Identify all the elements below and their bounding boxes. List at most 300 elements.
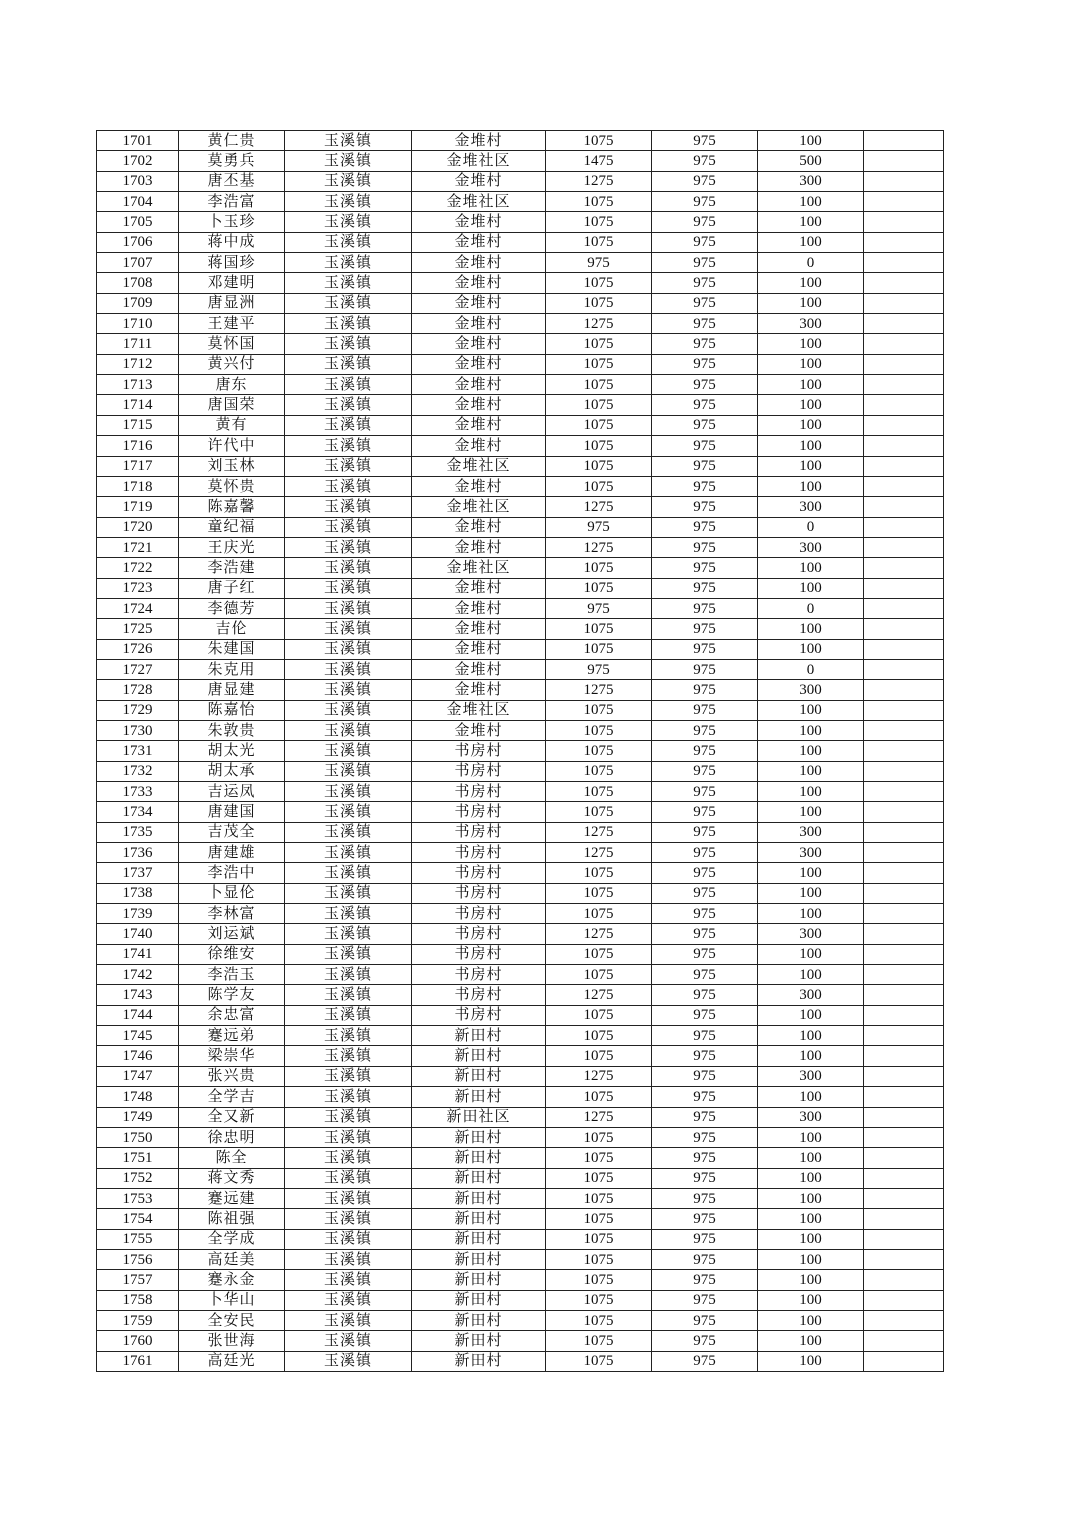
- remark-cell: [864, 151, 944, 171]
- village-cell: 金堆村: [412, 232, 546, 252]
- name-cell: 李浩建: [179, 558, 285, 578]
- remark-cell: [864, 273, 944, 293]
- difference-cell: 100: [758, 273, 864, 293]
- amount-a-cell: 1275: [546, 843, 652, 863]
- name-cell: 许代中: [179, 436, 285, 456]
- difference-cell: 100: [758, 741, 864, 761]
- table-row: [97, 497, 944, 517]
- name-cell: 全学成: [179, 1229, 285, 1249]
- village-cell: 金堆村: [412, 171, 546, 191]
- amount-a-cell: 1075: [546, 415, 652, 435]
- amount-b-cell: 975: [652, 151, 758, 171]
- amount-a-cell: 1075: [546, 578, 652, 598]
- amount-a-cell: 1075: [546, 802, 652, 822]
- name-cell: 唐国荣: [179, 395, 285, 415]
- table-row: [97, 253, 944, 273]
- remark-cell: [864, 639, 944, 659]
- table-row: [97, 192, 944, 212]
- difference-cell: 300: [758, 314, 864, 334]
- amount-b-cell: 975: [652, 232, 758, 252]
- difference-cell: 300: [758, 1066, 864, 1086]
- amount-b-cell: 975: [652, 904, 758, 924]
- name-cell: 李林富: [179, 904, 285, 924]
- difference-cell: 100: [758, 1046, 864, 1066]
- name-cell: 陈学友: [179, 985, 285, 1005]
- table-row: [97, 639, 944, 659]
- serial-cell: 1706: [97, 232, 179, 252]
- name-cell: 胡太承: [179, 761, 285, 781]
- amount-a-cell: 1075: [546, 1351, 652, 1371]
- name-cell: 全学吉: [179, 1087, 285, 1107]
- town-cell: 玉溪镇: [285, 965, 412, 985]
- serial-cell: 1761: [97, 1351, 179, 1371]
- amount-a-cell: 1075: [546, 1046, 652, 1066]
- village-cell: 新田村: [412, 1310, 546, 1330]
- amount-a-cell: 975: [546, 253, 652, 273]
- amount-b-cell: 975: [652, 1270, 758, 1290]
- name-cell: 黄兴付: [179, 354, 285, 374]
- table-row: [97, 1331, 944, 1351]
- remark-cell: [864, 1351, 944, 1371]
- amount-b-cell: 975: [652, 1229, 758, 1249]
- serial-cell: 1730: [97, 720, 179, 740]
- amount-a-cell: 1075: [546, 761, 652, 781]
- difference-cell: 100: [758, 212, 864, 232]
- town-cell: 玉溪镇: [285, 1270, 412, 1290]
- difference-cell: 100: [758, 1290, 864, 1310]
- serial-cell: 1750: [97, 1127, 179, 1147]
- table-row: [97, 680, 944, 700]
- amount-b-cell: 975: [652, 843, 758, 863]
- remark-cell: [864, 293, 944, 313]
- serial-cell: 1718: [97, 476, 179, 496]
- difference-cell: 100: [758, 863, 864, 883]
- remark-cell: [864, 232, 944, 252]
- remark-cell: [864, 761, 944, 781]
- remark-cell: [864, 1229, 944, 1249]
- difference-cell: 100: [758, 1005, 864, 1025]
- town-cell: 玉溪镇: [285, 171, 412, 191]
- town-cell: 玉溪镇: [285, 273, 412, 293]
- town-cell: 玉溪镇: [285, 253, 412, 273]
- village-cell: 书房村: [412, 944, 546, 964]
- table-row: [97, 171, 944, 191]
- remark-cell: [864, 537, 944, 557]
- village-cell: 书房村: [412, 822, 546, 842]
- town-cell: 玉溪镇: [285, 741, 412, 761]
- name-cell: 蹇永金: [179, 1270, 285, 1290]
- village-cell: 金堆村: [412, 517, 546, 537]
- serial-cell: 1703: [97, 171, 179, 191]
- name-cell: 高廷光: [179, 1351, 285, 1371]
- remark-cell: [864, 1066, 944, 1086]
- village-cell: 金堆社区: [412, 151, 546, 171]
- amount-b-cell: 975: [652, 537, 758, 557]
- serial-cell: 1755: [97, 1229, 179, 1249]
- amount-b-cell: 975: [652, 1249, 758, 1269]
- remark-cell: [864, 720, 944, 740]
- serial-cell: 1744: [97, 1005, 179, 1025]
- amount-b-cell: 975: [652, 476, 758, 496]
- amount-a-cell: 1075: [546, 1168, 652, 1188]
- village-cell: 金堆村: [412, 639, 546, 659]
- remark-cell: [864, 680, 944, 700]
- village-cell: 书房村: [412, 1005, 546, 1025]
- amount-a-cell: 975: [546, 598, 652, 618]
- town-cell: 玉溪镇: [285, 1249, 412, 1269]
- serial-cell: 1709: [97, 293, 179, 313]
- amount-b-cell: 975: [652, 965, 758, 985]
- difference-cell: 300: [758, 924, 864, 944]
- table-row: [97, 375, 944, 395]
- remark-cell: [864, 517, 944, 537]
- remark-cell: [864, 497, 944, 517]
- village-cell: 金堆村: [412, 253, 546, 273]
- serial-cell: 1753: [97, 1188, 179, 1208]
- name-cell: 朱敦贵: [179, 720, 285, 740]
- village-cell: 书房村: [412, 802, 546, 822]
- difference-cell: 100: [758, 1209, 864, 1229]
- table-row: [97, 761, 944, 781]
- town-cell: 玉溪镇: [285, 1148, 412, 1168]
- amount-b-cell: 975: [652, 1107, 758, 1127]
- amount-a-cell: 1275: [546, 985, 652, 1005]
- serial-cell: 1720: [97, 517, 179, 537]
- amount-a-cell: 1075: [546, 965, 652, 985]
- table-row: [97, 659, 944, 679]
- difference-cell: 100: [758, 354, 864, 374]
- table-row: [97, 985, 944, 1005]
- difference-cell: 100: [758, 395, 864, 415]
- remark-cell: [864, 192, 944, 212]
- table-row: [97, 1310, 944, 1330]
- name-cell: 蒋文秀: [179, 1168, 285, 1188]
- table-row: [97, 1107, 944, 1127]
- amount-b-cell: 975: [652, 802, 758, 822]
- town-cell: 玉溪镇: [285, 1188, 412, 1208]
- remark-cell: [864, 863, 944, 883]
- amount-b-cell: 975: [652, 883, 758, 903]
- village-cell: 金堆村: [412, 578, 546, 598]
- village-cell: 新田村: [412, 1168, 546, 1188]
- village-cell: 金堆村: [412, 334, 546, 354]
- table-row: [97, 1351, 944, 1371]
- village-cell: 书房村: [412, 761, 546, 781]
- town-cell: 玉溪镇: [285, 639, 412, 659]
- village-cell: 金堆村: [412, 293, 546, 313]
- difference-cell: 100: [758, 1026, 864, 1046]
- difference-cell: 100: [758, 1249, 864, 1269]
- table-row: [97, 131, 944, 151]
- name-cell: 陈全: [179, 1148, 285, 1168]
- village-cell: 金堆村: [412, 680, 546, 700]
- table-row: [97, 1249, 944, 1269]
- difference-cell: 100: [758, 232, 864, 252]
- remark-cell: [864, 212, 944, 232]
- town-cell: 玉溪镇: [285, 456, 412, 476]
- name-cell: 唐显洲: [179, 293, 285, 313]
- name-cell: 吉茂全: [179, 822, 285, 842]
- table-row: [97, 1229, 944, 1249]
- remark-cell: [864, 1005, 944, 1025]
- table-row: [97, 1087, 944, 1107]
- table-row: [97, 314, 944, 334]
- remark-cell: [864, 1331, 944, 1351]
- town-cell: 玉溪镇: [285, 1209, 412, 1229]
- town-cell: 玉溪镇: [285, 1066, 412, 1086]
- village-cell: 金堆社区: [412, 192, 546, 212]
- table-body: [97, 131, 944, 1372]
- amount-b-cell: 975: [652, 680, 758, 700]
- town-cell: 玉溪镇: [285, 1107, 412, 1127]
- difference-cell: 100: [758, 456, 864, 476]
- village-cell: 金堆村: [412, 212, 546, 232]
- amount-a-cell: 1075: [546, 741, 652, 761]
- name-cell: 吉运凤: [179, 782, 285, 802]
- village-cell: 金堆村: [412, 273, 546, 293]
- town-cell: 玉溪镇: [285, 782, 412, 802]
- remark-cell: [864, 1148, 944, 1168]
- amount-b-cell: 975: [652, 619, 758, 639]
- name-cell: 黄有: [179, 415, 285, 435]
- amount-b-cell: 975: [652, 578, 758, 598]
- difference-cell: 0: [758, 659, 864, 679]
- town-cell: 玉溪镇: [285, 944, 412, 964]
- serial-cell: 1756: [97, 1249, 179, 1269]
- table-row: [97, 395, 944, 415]
- serial-cell: 1712: [97, 354, 179, 374]
- amount-b-cell: 975: [652, 253, 758, 273]
- table-row: [97, 1066, 944, 1086]
- amount-a-cell: 1075: [546, 1229, 652, 1249]
- amount-a-cell: 1275: [546, 171, 652, 191]
- town-cell: 玉溪镇: [285, 904, 412, 924]
- town-cell: 玉溪镇: [285, 924, 412, 944]
- amount-b-cell: 975: [652, 700, 758, 720]
- amount-b-cell: 975: [652, 171, 758, 191]
- amount-b-cell: 975: [652, 436, 758, 456]
- remark-cell: [864, 1087, 944, 1107]
- serial-cell: 1726: [97, 639, 179, 659]
- table-row: [97, 598, 944, 618]
- name-cell: 唐建国: [179, 802, 285, 822]
- village-cell: 金堆村: [412, 720, 546, 740]
- table-row: [97, 354, 944, 374]
- serial-cell: 1740: [97, 924, 179, 944]
- amount-b-cell: 975: [652, 415, 758, 435]
- village-cell: 金堆村: [412, 375, 546, 395]
- village-cell: 金堆社区: [412, 558, 546, 578]
- difference-cell: 100: [758, 944, 864, 964]
- difference-cell: 300: [758, 171, 864, 191]
- name-cell: 蒋中成: [179, 232, 285, 252]
- name-cell: 张世海: [179, 1331, 285, 1351]
- difference-cell: 100: [758, 1229, 864, 1249]
- table-row: [97, 293, 944, 313]
- amount-b-cell: 975: [652, 659, 758, 679]
- amount-b-cell: 975: [652, 273, 758, 293]
- remark-cell: [864, 904, 944, 924]
- amount-b-cell: 975: [652, 558, 758, 578]
- difference-cell: 100: [758, 415, 864, 435]
- remark-cell: [864, 1310, 944, 1330]
- village-cell: 书房村: [412, 843, 546, 863]
- amount-a-cell: 1075: [546, 131, 652, 151]
- town-cell: 玉溪镇: [285, 761, 412, 781]
- village-cell: 新田村: [412, 1127, 546, 1147]
- table-row: [97, 476, 944, 496]
- amount-a-cell: 1075: [546, 436, 652, 456]
- remark-cell: [864, 782, 944, 802]
- serial-cell: 1717: [97, 456, 179, 476]
- village-cell: 金堆村: [412, 395, 546, 415]
- amount-b-cell: 975: [652, 293, 758, 313]
- remark-cell: [864, 171, 944, 191]
- town-cell: 玉溪镇: [285, 151, 412, 171]
- serial-cell: 1713: [97, 375, 179, 395]
- serial-cell: 1702: [97, 151, 179, 171]
- serial-cell: 1731: [97, 741, 179, 761]
- table-row: [97, 1188, 944, 1208]
- table-row: [97, 802, 944, 822]
- table-row: [97, 436, 944, 456]
- difference-cell: 100: [758, 1351, 864, 1371]
- amount-a-cell: 1075: [546, 1270, 652, 1290]
- table-row: [97, 537, 944, 557]
- table-row: [97, 1026, 944, 1046]
- amount-a-cell: 1075: [546, 395, 652, 415]
- remark-cell: [864, 415, 944, 435]
- serial-cell: 1725: [97, 619, 179, 639]
- serial-cell: 1723: [97, 578, 179, 598]
- difference-cell: 300: [758, 680, 864, 700]
- town-cell: 玉溪镇: [285, 1168, 412, 1188]
- village-cell: 书房村: [412, 883, 546, 903]
- serial-cell: 1736: [97, 843, 179, 863]
- serial-cell: 1743: [97, 985, 179, 1005]
- serial-cell: 1734: [97, 802, 179, 822]
- amount-b-cell: 975: [652, 497, 758, 517]
- village-cell: 书房村: [412, 985, 546, 1005]
- town-cell: 玉溪镇: [285, 1310, 412, 1330]
- remark-cell: [864, 802, 944, 822]
- village-cell: 书房村: [412, 863, 546, 883]
- serial-cell: 1746: [97, 1046, 179, 1066]
- town-cell: 玉溪镇: [285, 131, 412, 151]
- village-cell: 金堆村: [412, 476, 546, 496]
- name-cell: 李浩中: [179, 863, 285, 883]
- name-cell: 蹇远弟: [179, 1026, 285, 1046]
- remark-cell: [864, 741, 944, 761]
- amount-b-cell: 975: [652, 1026, 758, 1046]
- village-cell: 书房村: [412, 924, 546, 944]
- difference-cell: 100: [758, 1087, 864, 1107]
- name-cell: 蒋国珍: [179, 253, 285, 273]
- table-row: [97, 151, 944, 171]
- town-cell: 玉溪镇: [285, 659, 412, 679]
- name-cell: 唐显建: [179, 680, 285, 700]
- serial-cell: 1751: [97, 1148, 179, 1168]
- remark-cell: [864, 822, 944, 842]
- serial-cell: 1749: [97, 1107, 179, 1127]
- amount-b-cell: 975: [652, 924, 758, 944]
- remark-cell: [864, 700, 944, 720]
- table-row: [97, 232, 944, 252]
- village-cell: 金堆社区: [412, 456, 546, 476]
- amount-b-cell: 975: [652, 1188, 758, 1208]
- table-row: [97, 720, 944, 740]
- amount-a-cell: 1075: [546, 1087, 652, 1107]
- serial-cell: 1732: [97, 761, 179, 781]
- name-cell: 黄仁贵: [179, 131, 285, 151]
- remark-cell: [864, 456, 944, 476]
- amount-a-cell: 1075: [546, 1026, 652, 1046]
- name-cell: 唐东: [179, 375, 285, 395]
- table-row: [97, 741, 944, 761]
- village-cell: 新田社区: [412, 1107, 546, 1127]
- village-cell: 新田村: [412, 1188, 546, 1208]
- town-cell: 玉溪镇: [285, 598, 412, 618]
- amount-b-cell: 975: [652, 741, 758, 761]
- village-cell: 新田村: [412, 1270, 546, 1290]
- amount-a-cell: 1075: [546, 619, 652, 639]
- village-cell: 新田村: [412, 1331, 546, 1351]
- table-row: [97, 1290, 944, 1310]
- amount-a-cell: 1075: [546, 782, 652, 802]
- table-row: [97, 700, 944, 720]
- remark-cell: [864, 1270, 944, 1290]
- town-cell: 玉溪镇: [285, 314, 412, 334]
- town-cell: 玉溪镇: [285, 578, 412, 598]
- town-cell: 玉溪镇: [285, 1087, 412, 1107]
- amount-a-cell: 1475: [546, 151, 652, 171]
- amount-b-cell: 975: [652, 456, 758, 476]
- name-cell: 莫怀贵: [179, 476, 285, 496]
- town-cell: 玉溪镇: [285, 822, 412, 842]
- table-row: [97, 334, 944, 354]
- difference-cell: 100: [758, 1188, 864, 1208]
- table-row: [97, 904, 944, 924]
- amount-a-cell: 1075: [546, 192, 652, 212]
- difference-cell: 100: [758, 720, 864, 740]
- serial-cell: 1733: [97, 782, 179, 802]
- name-cell: 陈嘉怡: [179, 700, 285, 720]
- difference-cell: 100: [758, 761, 864, 781]
- difference-cell: 100: [758, 375, 864, 395]
- serial-cell: 1727: [97, 659, 179, 679]
- village-cell: 新田村: [412, 1351, 546, 1371]
- difference-cell: 100: [758, 965, 864, 985]
- remark-cell: [864, 131, 944, 151]
- table-row: [97, 578, 944, 598]
- name-cell: 卜玉珍: [179, 212, 285, 232]
- remark-cell: [864, 1127, 944, 1147]
- amount-b-cell: 975: [652, 822, 758, 842]
- name-cell: 刘运斌: [179, 924, 285, 944]
- town-cell: 玉溪镇: [285, 395, 412, 415]
- table-row: [97, 1127, 944, 1147]
- table-row: [97, 619, 944, 639]
- name-cell: 王建平: [179, 314, 285, 334]
- difference-cell: 100: [758, 334, 864, 354]
- name-cell: 徐维安: [179, 944, 285, 964]
- serial-cell: 1738: [97, 883, 179, 903]
- village-cell: 新田村: [412, 1209, 546, 1229]
- difference-cell: 100: [758, 802, 864, 822]
- serial-cell: 1719: [97, 497, 179, 517]
- village-cell: 金堆村: [412, 598, 546, 618]
- remark-cell: [864, 375, 944, 395]
